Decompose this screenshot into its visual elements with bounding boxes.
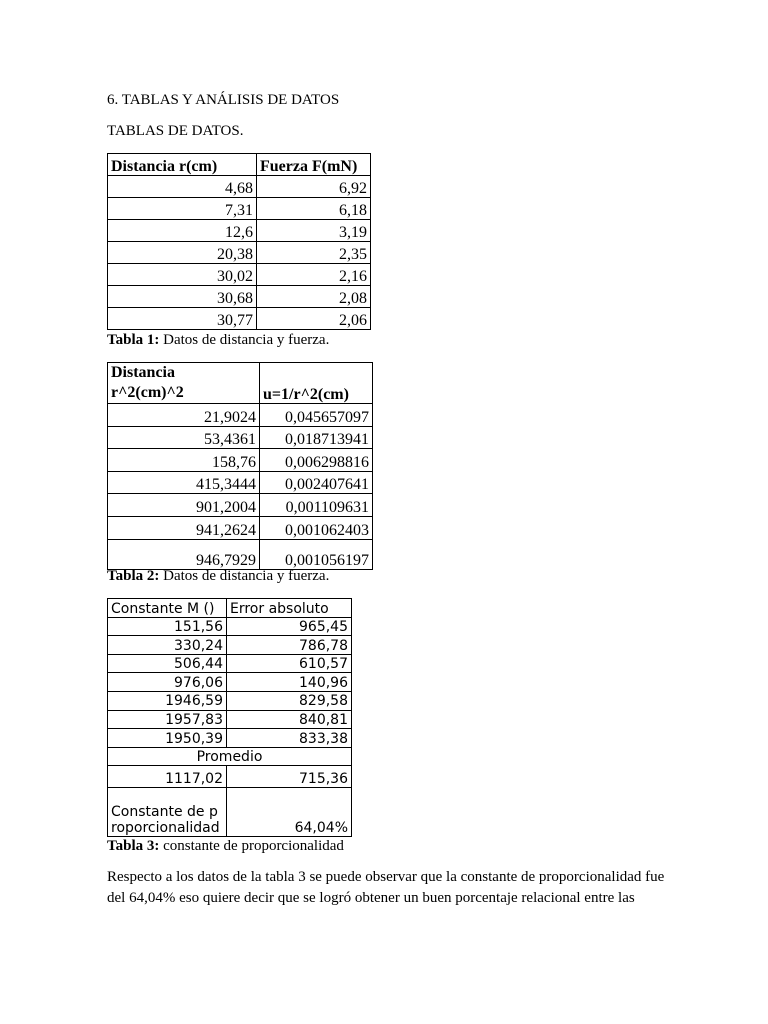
distance-force-table bbox=[107, 153, 371, 330]
table-cell: 6,92 bbox=[257, 176, 371, 198]
table-header-row bbox=[108, 599, 352, 618]
table-caption bbox=[107, 838, 344, 855]
table-row bbox=[108, 404, 373, 427]
table-cell: 53,4361 bbox=[108, 426, 260, 449]
table-cell: 0,018713941 bbox=[260, 426, 373, 449]
column-header: u=1/r^2(cm) bbox=[260, 363, 373, 404]
caption-text: Datos de distancia y fuerza. bbox=[159, 332, 330, 348]
table-cell: 0,001062403 bbox=[260, 516, 373, 539]
table-cell: 12,6 bbox=[108, 220, 257, 242]
column-header: Error absoluto bbox=[227, 599, 352, 618]
constante-value: 64,04% bbox=[227, 788, 352, 837]
table-header-row bbox=[108, 154, 371, 176]
table-cell: 1957,83 bbox=[108, 710, 227, 729]
table-cell: 965,45 bbox=[227, 617, 352, 636]
table-cell: 0,002407641 bbox=[260, 471, 373, 494]
table-row bbox=[108, 242, 371, 264]
table-row bbox=[108, 286, 371, 308]
table-cell: 4,68 bbox=[108, 176, 257, 198]
caption-text: constante de proporcionalidad bbox=[159, 838, 344, 854]
table-cell: 0,001056197 bbox=[260, 539, 373, 569]
table-caption bbox=[107, 568, 329, 585]
table-row bbox=[108, 494, 373, 517]
table-cell: 1950,39 bbox=[108, 729, 227, 748]
table-cell: 2,35 bbox=[257, 242, 371, 264]
body-paragraph: Respecto a los datos de la tabla 3 se puede observar que la constante de proporcionalidad fue del 64,04% eso quiere decir que se logró obtener un buen porcentaje relacional entre las bbox=[107, 869, 665, 906]
table-cell: 946,7929 bbox=[108, 539, 260, 569]
table-header-row bbox=[108, 363, 373, 404]
table-row bbox=[108, 198, 371, 220]
caption-label: Tabla 2: bbox=[107, 568, 160, 584]
table-cell: 30,77 bbox=[108, 308, 257, 330]
table-cell: 151,56 bbox=[108, 617, 227, 636]
table-row bbox=[108, 654, 352, 673]
table-row bbox=[108, 673, 352, 692]
section-subheading: TABLAS DE DATOS. bbox=[107, 123, 244, 139]
table-row bbox=[108, 449, 373, 472]
table-row bbox=[108, 729, 352, 748]
table-cell: 2,06 bbox=[257, 308, 371, 330]
table-cell: 610,57 bbox=[227, 654, 352, 673]
table-cell: 2,16 bbox=[257, 264, 371, 286]
table-cell: 0,045657097 bbox=[260, 404, 373, 427]
table-row bbox=[108, 539, 373, 569]
table-cell: 901,2004 bbox=[108, 494, 260, 517]
constante-label: Constante de proporcionalidad bbox=[108, 788, 227, 837]
table-cell: 840,81 bbox=[227, 710, 352, 729]
table-row bbox=[108, 426, 373, 449]
promedio-values-row bbox=[108, 766, 352, 788]
column-header: Constante M () bbox=[108, 599, 227, 618]
caption-text: Datos de distancia y fuerza. bbox=[159, 568, 330, 584]
table-cell: 415,3444 bbox=[108, 471, 260, 494]
table-row bbox=[108, 617, 352, 636]
distance-squared-table bbox=[107, 362, 373, 570]
table-row bbox=[108, 471, 373, 494]
table-cell: 976,06 bbox=[108, 673, 227, 692]
table-cell: 2,08 bbox=[257, 286, 371, 308]
promedio-row bbox=[108, 747, 352, 766]
table-cell: 1117,02 bbox=[108, 766, 227, 788]
section-heading: 6. TABLAS Y ANÁLISIS DE DATOS bbox=[107, 92, 340, 108]
table-row bbox=[108, 636, 352, 655]
table-cell: 1946,59 bbox=[108, 691, 227, 710]
proportionality-table bbox=[107, 598, 352, 837]
table-cell: 140,96 bbox=[227, 673, 352, 692]
table-cell: 7,31 bbox=[108, 198, 257, 220]
table-cell: 941,2624 bbox=[108, 516, 260, 539]
column-header: Distancia r(cm) bbox=[108, 154, 257, 176]
table-cell: 833,38 bbox=[227, 729, 352, 748]
table-cell: 30,02 bbox=[108, 264, 257, 286]
caption-label: Tabla 3: bbox=[107, 838, 160, 854]
table-row bbox=[108, 308, 371, 330]
table-cell: 0,006298816 bbox=[260, 449, 373, 472]
table-row bbox=[108, 710, 352, 729]
table-cell: 0,001109631 bbox=[260, 494, 373, 517]
table-row bbox=[108, 691, 352, 710]
column-header: Distancia r^2(cm)^2 bbox=[108, 363, 260, 404]
table-row bbox=[108, 176, 371, 198]
caption-label: Tabla 1: bbox=[107, 332, 160, 348]
table-cell: 506,44 bbox=[108, 654, 227, 673]
table-row bbox=[108, 516, 373, 539]
table-row bbox=[108, 220, 371, 242]
table-cell: 786,78 bbox=[227, 636, 352, 655]
table-cell: 3,19 bbox=[257, 220, 371, 242]
table-caption bbox=[107, 332, 329, 349]
column-header: Fuerza F(mN) bbox=[257, 154, 371, 176]
table-cell: 20,38 bbox=[108, 242, 257, 264]
constante-row bbox=[108, 788, 352, 837]
table-cell: 829,58 bbox=[227, 691, 352, 710]
table-cell: 30,68 bbox=[108, 286, 257, 308]
table-cell: 158,76 bbox=[108, 449, 260, 472]
table-cell: 6,18 bbox=[257, 198, 371, 220]
table-cell: 330,24 bbox=[108, 636, 227, 655]
table-cell: 715,36 bbox=[227, 766, 352, 788]
table-row bbox=[108, 264, 371, 286]
table-cell: 21,9024 bbox=[108, 404, 260, 427]
promedio-label: Promedio bbox=[108, 747, 352, 766]
